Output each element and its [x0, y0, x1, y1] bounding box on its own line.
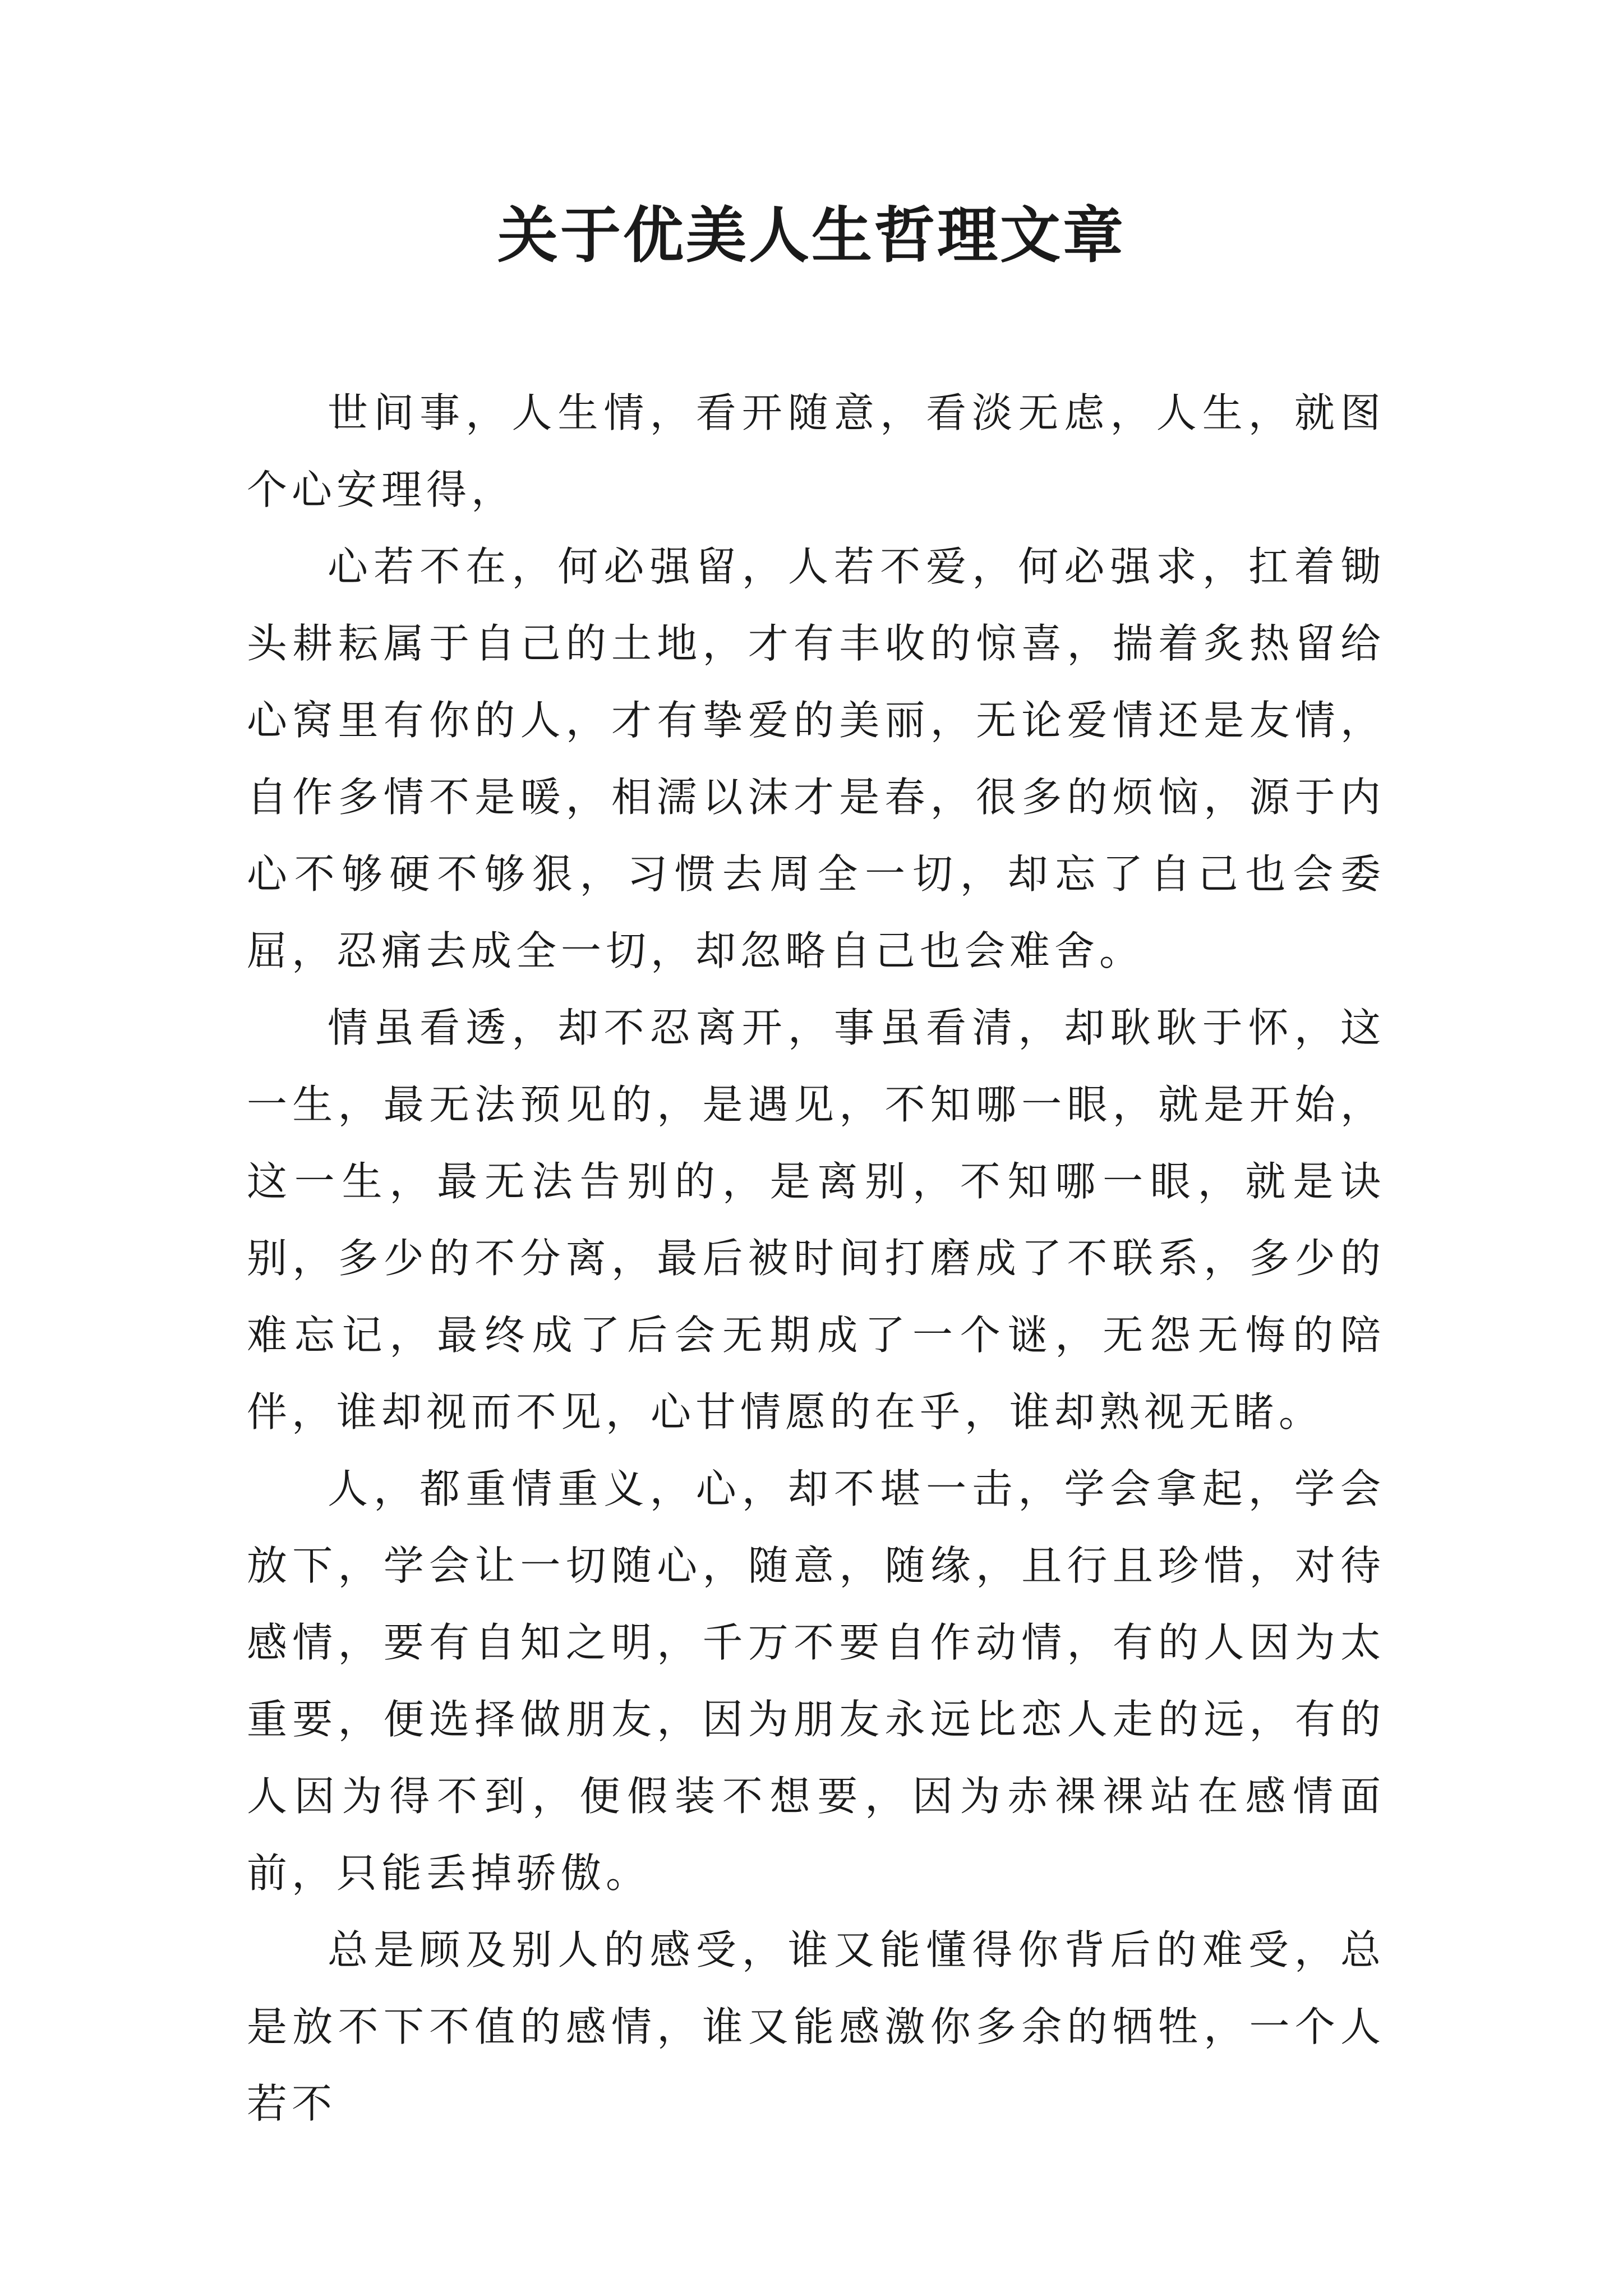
paragraph: 人，都重情重义，心，却不堪一击，学会拿起，学会放下，学会让一切随心，随意，随缘，且行且珍惜，对待感情，要有自知之明，千万不要自作动情，有的人因为太重要，便选择做朋友，因为朋友永远比恋人走的远，有的人因为得不到，便假装不想要，因为赤裸裸站在感情面前，只能丢掉骄傲。: [247, 1465, 1385, 1897]
paragraph: 总是顾及别人的感受，谁又能懂得你背后的难受，总是放不下不值的感情，谁又能感激你多余的牺牲，一个人若不: [247, 1926, 1385, 2127]
paragraph: 情虽看透，却不忍离开，事虽看清，却耿耿于怀，这一生，最无法预见的，是遇见，不知哪一眼，就是开始，这一生，最无法告别的，是离别，不知哪一眼，就是诀别，多少的不分离，最后被时间打磨成了不联系，多少的难忘记，最终成了后会无期成了一个谜，无怨无悔的陪伴，谁却视而不见，心甘情愿的在乎，谁却熟视无睹。: [247, 1004, 1385, 1435]
document-body: [247, 375, 1385, 2142]
document-title: 关于优美人生哲理文章: [497, 200, 1126, 271]
paragraph: 心若不在，何必强留，人若不爱，何必强求，扛着锄头耕耘属于自己的土地，才有丰收的惊喜，揣着炙热留给心窝里有你的人，才有挚爱的美丽，无论爱情还是友情，自作多情不是暖，相濡以沫才是春，很多的烦恼，源于内心不够硬不够狠，习惯去周全一切，却忘了自己也会委屈，忍痛去成全一切，却忽略自己也会难舍。: [247, 543, 1385, 974]
paragraph: 世间事，人生情，看开随意，看淡无虑，人生，就图个心安理得，: [247, 389, 1385, 513]
